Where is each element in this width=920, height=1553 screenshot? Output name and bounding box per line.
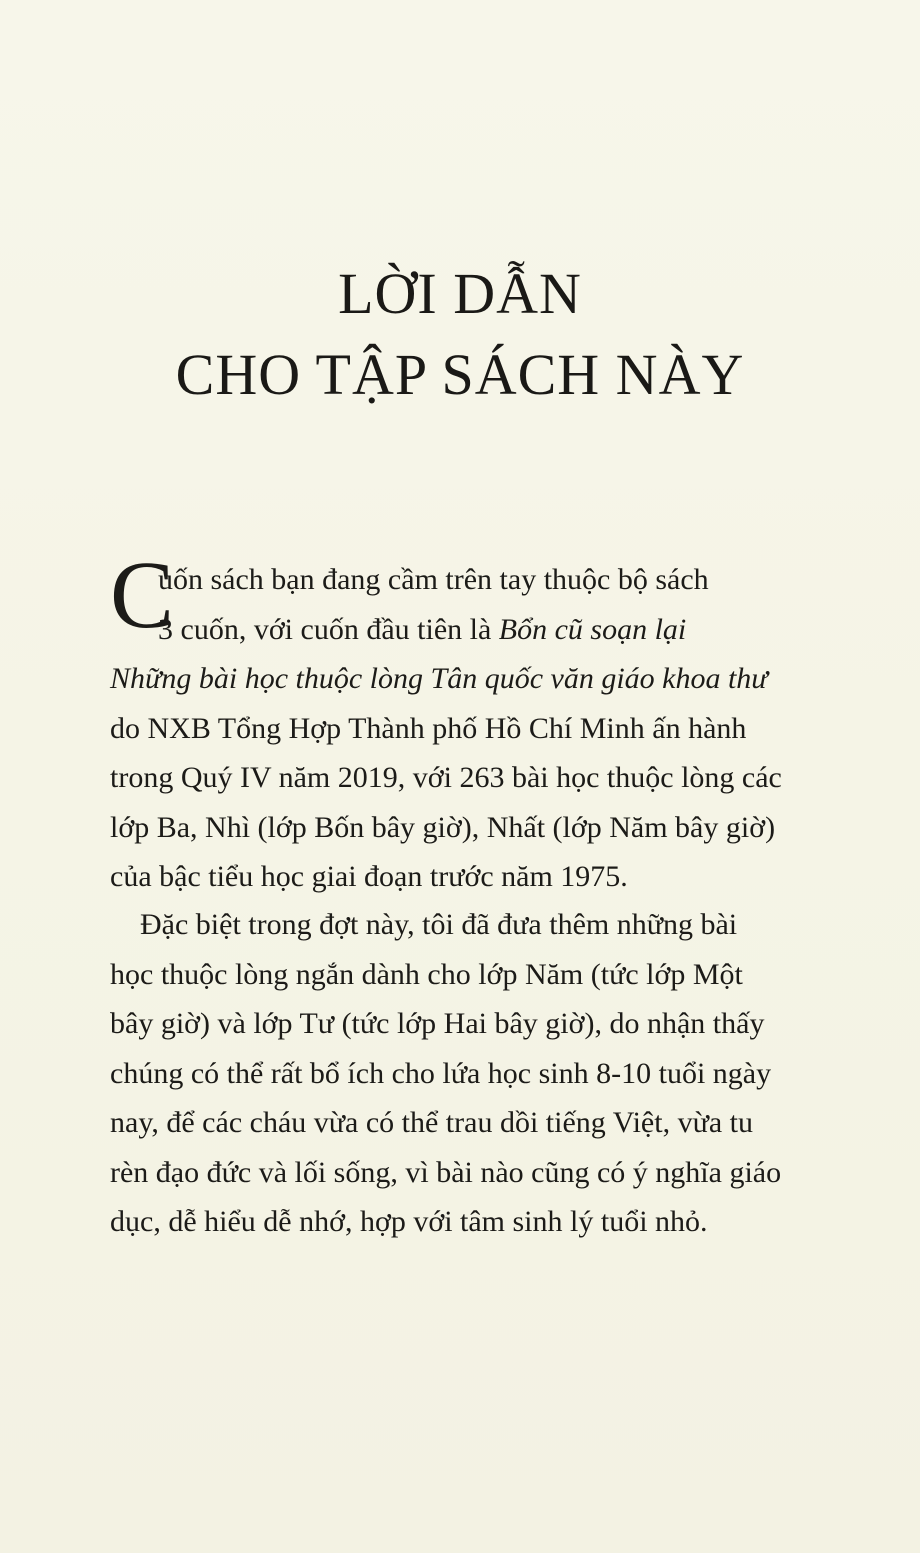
paragraph-1-line-5: trong Quý IV năm 2019, với 263 bài học thuộc lòng các bbox=[110, 761, 782, 794]
paragraph-1-line-7: của bậc tiểu học giai đoạn trước năm 1975. bbox=[110, 860, 628, 893]
paragraph-2 bbox=[110, 900, 850, 1247]
paragraph-1-line-2-text: 3 cuốn, với cuốn đầu tiên là bbox=[158, 612, 499, 646]
paragraph-1-line-6: lớp Ba, Nhì (lớp Bốn bây giờ), Nhất (lớp Năm bây giờ) bbox=[110, 810, 776, 844]
chapter-title-line-2: CHO TẬP SÁCH NÀY bbox=[175, 342, 745, 407]
paragraph-2-line-6: rèn đạo đức và lối sống, vì bài nào cũng có ý nghĩa giáo bbox=[110, 1155, 782, 1189]
chapter-title-line-1: LỜI DẪN bbox=[338, 261, 582, 326]
paragraph-1-line-3 bbox=[110, 654, 850, 704]
paragraph-2-line-2: học thuộc lòng ngắn dành cho lớp Năm (tức lớp Một bbox=[110, 957, 743, 991]
paragraph-2-line-1: Đặc biệt trong đợt này, tôi đã đưa thêm những bài bbox=[140, 908, 738, 941]
paragraph-1 bbox=[110, 555, 850, 902]
paragraph-2-line-7: dục, dễ hiểu dễ nhớ, hợp với tâm sinh lý tuổi nhỏ. bbox=[110, 1205, 708, 1238]
paragraph-2-line-4: chúng có thể rất bổ ích cho lứa học sinh 8-10 tuổi ngày bbox=[110, 1056, 772, 1090]
book-title-italic-part-2: Những bài học thuộc lòng Tân quốc văn giáo khoa thư bbox=[110, 662, 768, 695]
paragraph-2-line-3: bây giờ) và lớp Tư (tức lớp Hai bây giờ), do nhận thấy bbox=[110, 1007, 765, 1040]
paragraph-2-line-5: nay, để các cháu vừa có thể trau dồi tiếng Việt, vừa tu bbox=[110, 1106, 753, 1139]
paragraph-1-line-1: uốn sách bạn đang cầm trên tay thuộc bộ sách bbox=[158, 563, 709, 596]
drop-cap-letter: C bbox=[110, 541, 175, 648]
paragraph-1-line-2 bbox=[110, 605, 850, 655]
book-title-italic-part-1: Bổn cũ soạn lại bbox=[498, 612, 687, 646]
paragraph-1-line-4: do NXB Tổng Hợp Thành phố Hồ Chí Minh ấn hành bbox=[110, 711, 747, 745]
